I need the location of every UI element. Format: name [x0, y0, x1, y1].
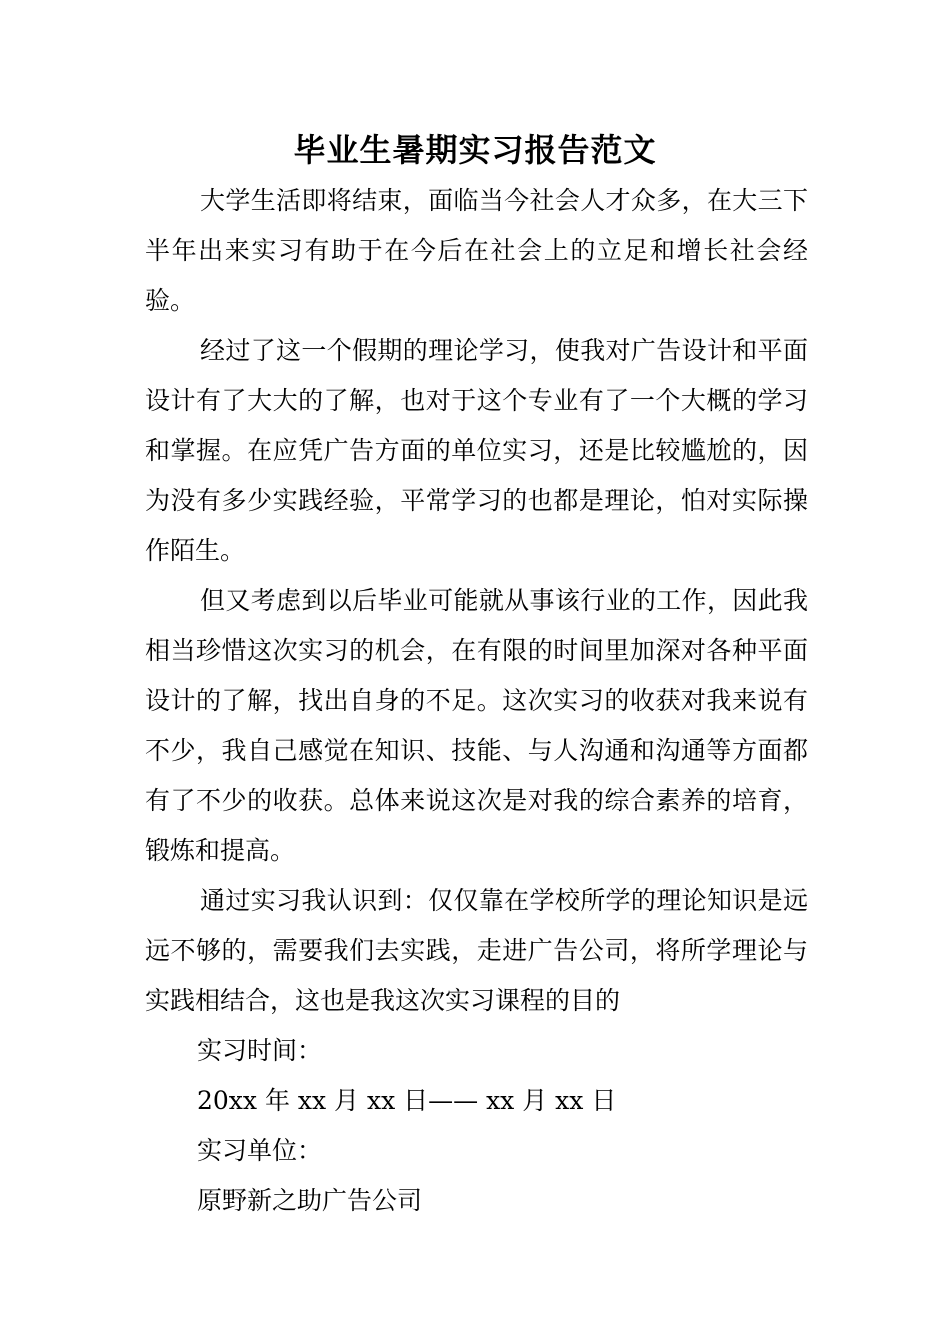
document-body	[145, 176, 808, 1226]
paragraph-opportunity: 但又考虑到以后毕业可能就从事该行业的工作，因此我相当珍惜这次实习的机会，在有限的时间里加深对各种平面设计的了解，找出自身的不足。这次实习的收获对我来说有不少，我自己感觉在知识、技能、与人沟通和沟通等方面都有了不少的收获。总体来说这次是对我的综合素养的培育，锻炼和提高。	[145, 586, 808, 865]
internship-time-value: 20xx 年 xx 月 xx 日—— xx 月 xx 日	[197, 1086, 617, 1115]
paragraph-theory-study: 经过了这一个假期的理论学习，使我对广告设计和平面设计有了大大的了解，也对于这个专业有了一个大概的学习和掌握。在应凭广告方面的单位实习，还是比较尴尬的，因为没有多少实践经验，平常学习的也都是理论，怕对实际操作陌生。	[145, 336, 808, 565]
internship-time-label: 实习时间：	[197, 1036, 323, 1065]
document-title: 毕业生暑期实习报告范文	[293, 131, 657, 169]
paragraph-intro: 大学生活即将结束，面临当今社会人才众多，在大三下半年出来实习有助于在今后在社会上的立足和增长社会经验。	[145, 186, 808, 315]
internship-unit-value: 原野新之助广告公司	[197, 1186, 423, 1215]
internship-unit-label: 实习单位：	[197, 1136, 323, 1165]
paragraph-realization: 通过实习我认识到：仅仅靠在学校所学的理论知识是远远不够的，需要我们去实践，走进广告公司，将所学理论与实践相结合，这也是我这次实习课程的目的	[145, 886, 808, 1015]
